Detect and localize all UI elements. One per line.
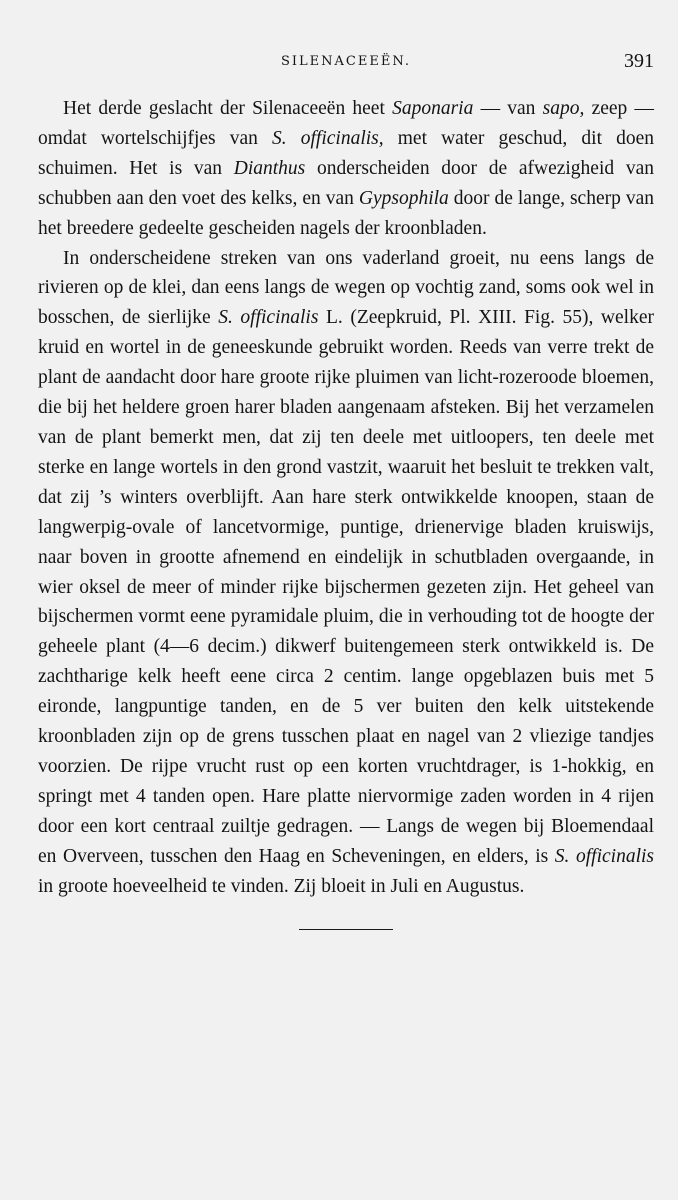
paragraph-1	[38, 94, 654, 244]
genus-name: Dianthus	[233, 157, 306, 179]
text-run: L. (Zeepkruid, Pl. XIII. Fig. 55), welker kruid en wortel in de geneeskunde gebruikt worden. Reeds van verre trekt de plant de aandacht door hare groote rijke pluimen van licht-rozeroode bloemen, die bij het heldere groen harer bladen aangenaam afsteken. Bij het verzamelen van de plant bemerkt men, dat zij ten deele met uitloopers, ten deele met sterke en lange wortels in den grond vastzit, waaruit het besluit te trekken valt, dat zij ’s winters overblijft. Aan hare sterk ontwikkelde knoopen, staan de langwerpig-ovale of lancetvormige, puntige, drienervige bladen kruiswijs, naar boven in grootte afnemend en eindelijk in schutbladen overgaande, in wier oksel de meer of minder rijke bijschermen gezeten zijn. Het geheel van bijschermen vormt eene pyramidale pluim, die in verhouding tot de hoogte der geheele plant (4—6 decim.) dikwerf buitengemeen sterk ontwikkeld is. De zachtharige kelk heeft eene circa 2 centim. lange opgeblazen buis met 5 eironde, langpuntige tanden, en de 5 ver buiten den kelk uitstekende kroonbladen zijn op de grens tusschen plaat en nagel van 2 vliezige tandjes voorzien. De rijpe vrucht rust op een korten vruchtdrager, is 1-hokkig, en springt met 4 tanden open. Hare platte niervormige zaden worden in 4 rijen door een kort centraal zuiltje gedragen. — Langs de wegen bij Bloemendaal en Overveen, tusschen den Haag en Scheveningen, en elders, is	[38, 307, 654, 867]
text-run: Het derde geslacht der Silenaceeën heet	[63, 98, 393, 119]
species-name: S. officinalis	[218, 307, 319, 329]
text-run: — van	[473, 98, 543, 119]
text-run: met water geschud, dit doen schuimen. Het is van	[38, 127, 654, 179]
text-run: in groote hoeveelheid te vinden. Zij bloeit in Juli en Augustus.	[38, 875, 525, 897]
page-number: 391	[624, 50, 654, 72]
text-run: door de lange, scherp van het breedere gedeelte gescheiden nagels der kroonbladen.	[38, 187, 654, 239]
text-run: In onderscheidene streken van ons vaderland groeit, nu eens langs de rivieren op de klei, dan eens langs de wegen op vochtig zand, soms ook wel in bosschen, de sierlijke	[38, 247, 654, 329]
text-run: zeep — omdat wortelschijfjes van	[38, 98, 655, 149]
species-name: S. officinalis,	[272, 127, 384, 149]
genus-name: Gypsophila	[358, 187, 449, 209]
running-head	[38, 46, 654, 86]
genus-name: Saponaria	[392, 98, 474, 119]
paragraph-2	[38, 244, 654, 902]
text-run: onderscheiden door de afwezigheid van schubben aan den voet des kelks, en van	[38, 157, 654, 209]
species-name: S. officinalis	[554, 845, 654, 867]
book-page	[38, 46, 654, 1176]
end-rule	[299, 929, 393, 930]
body-text	[38, 94, 654, 901]
running-title: SILENACEEËN.	[280, 54, 412, 69]
latin-word: sapo,	[542, 98, 585, 119]
